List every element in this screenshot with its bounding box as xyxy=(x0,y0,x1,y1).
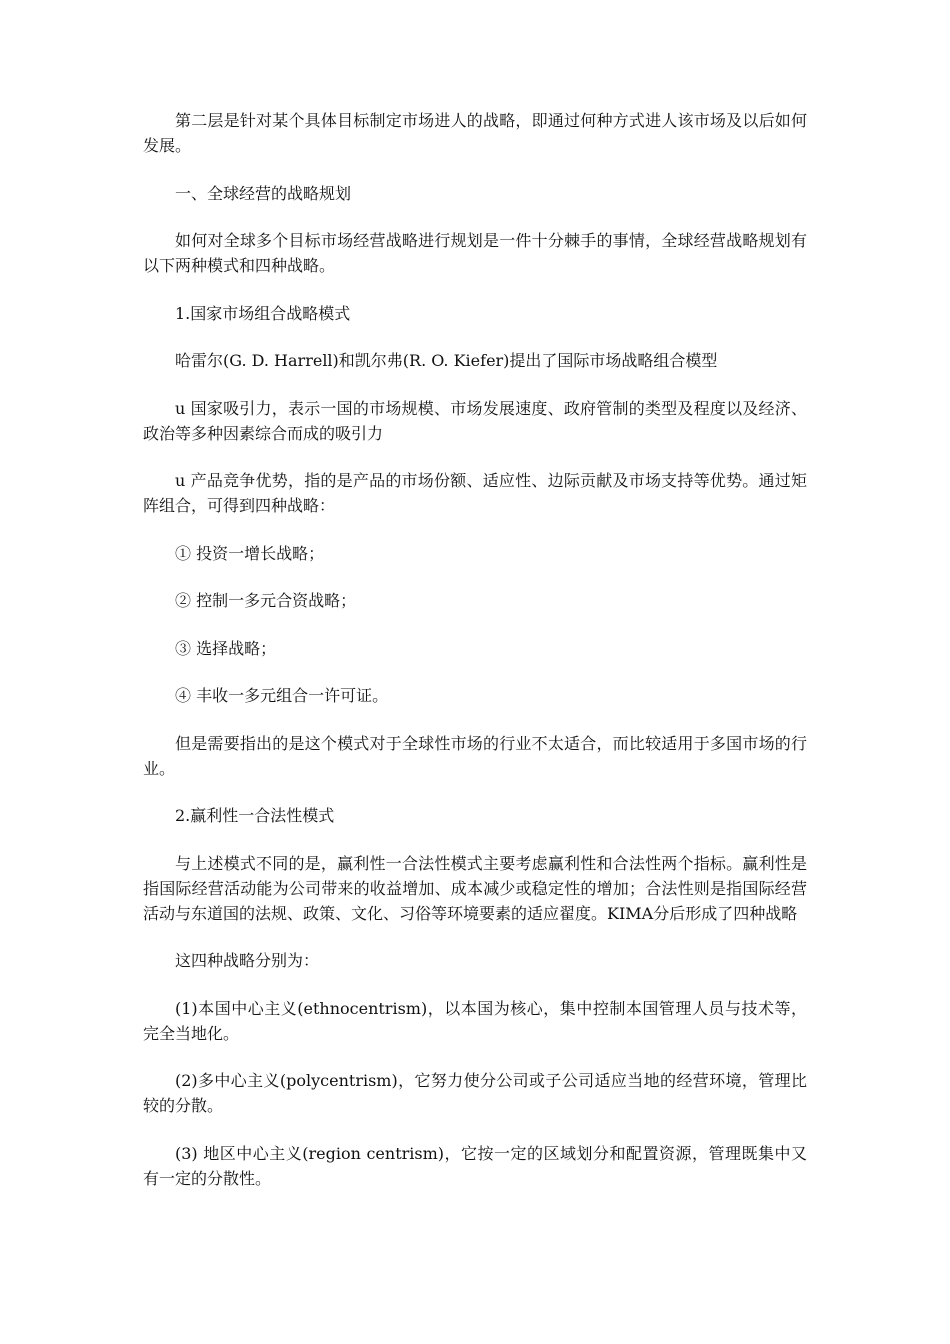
paragraph-harrell-kiefer: 哈雷尔(G. D. Harrell)和凯尔弗(R. O. Kiefer)提出了国际市场战略组合模型 xyxy=(175,351,718,370)
heading-global-strategy-planning: 一、全球经营的战略规划 xyxy=(175,183,352,203)
bullet-country-attractiveness: u 国家吸引力，表示一国的市场规模、市场发展速度、政府管制的类型及程度以及经济、政治等多种因素综合而成的吸引力 xyxy=(143,398,807,443)
list-item-ethnocentrism: (1)本国中心主义(ethnocentrism)，以本国为核心，集中控制本国管理人员与技术等，完全当地化。 xyxy=(143,998,807,1043)
heading-profitability-legitimacy-model: 2.赢利性一合法性模式 xyxy=(175,806,335,825)
paragraph-planning-intro: 如何对全球多个目标市场经营战略进行规划是一件十分棘手的事情，全球经营战略规划有以下两种模式和四种战略。 xyxy=(143,231,807,275)
list-item-strategy-3: ③ 选择战略； xyxy=(175,638,277,658)
paragraph-four-strategies-intro: 这四种战略分别为： xyxy=(175,951,320,970)
heading-country-portfolio-model: 1.国家市场组合战略模式 xyxy=(175,303,351,323)
paragraph-market-entry: 第二层是针对某个具体目标制定市场进人的战略，即通过何种方式进人该市场及以后如何发展。 xyxy=(143,111,807,155)
list-item-strategy-2: ② 控制一多元合资战略； xyxy=(175,591,357,610)
list-item-region-centrism: (3) 地区中心主义(region centrism)，它按一定的区域划分和配置资源，管理既集中又有一定的分散性。 xyxy=(143,1143,807,1188)
list-item-polycentrism: (2)多中心主义(polycentrism)，它努力使分公司或子公司适应当地的经营环境，管理比较的分散。 xyxy=(143,1071,807,1115)
bullet-product-advantage: u 产品竞争优势，指的是产品的市场份额、适应性、边际贡献及市场支持等优势。通过矩阵组合，可得到四种战略： xyxy=(143,471,807,515)
paragraph-profitability-legitimacy: 与上述模式不同的是，赢利性一合法性模式主要考虑赢利性和合法性两个指标。赢利性是指国际经营活动能为公司带来的收益增加、成本减少或稳定性的增加；合法性则是指国际经营活动与东道国的法规、政策、文化、习俗等环境要素的适应翟度。KIMA分后形成了四种战略 xyxy=(143,853,807,923)
list-item-strategy-4: ④ 丰收一多元组合一许可证。 xyxy=(175,686,389,705)
list-item-strategy-1: ① 投资一增长战略； xyxy=(175,543,325,563)
document-page xyxy=(143,108,807,1213)
paragraph-model-limitation: 但是需要指出的是这个模式对于全球性市场的行业不太适合，而比较适用于多国市场的行业。 xyxy=(143,733,807,778)
